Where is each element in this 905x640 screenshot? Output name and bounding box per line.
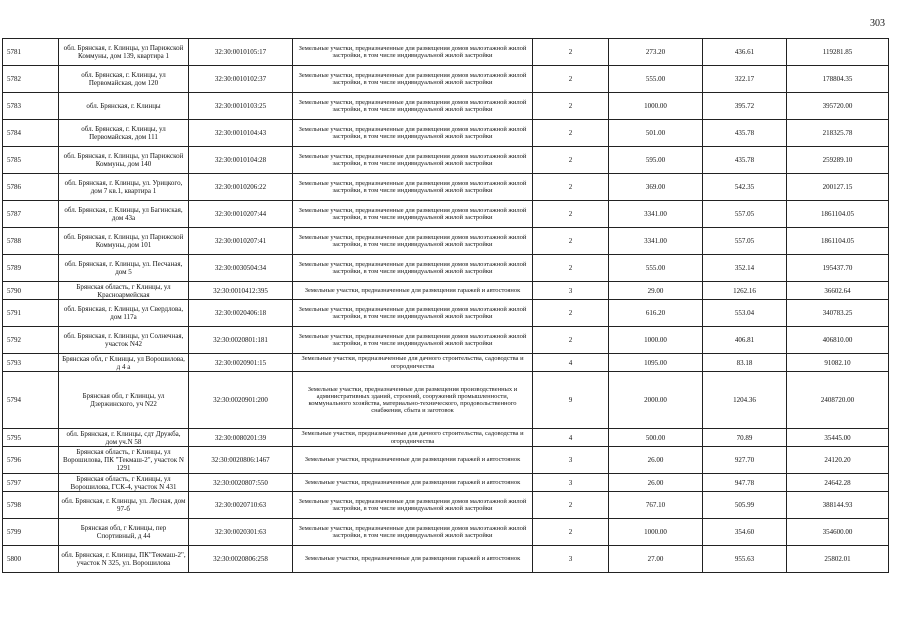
cadastral-value-cell: 91082.10 [787,354,889,372]
address-cell: Брянская обл, г Клинцы, пер Спортивный, д 44 [59,519,189,546]
table-row [3,447,889,474]
table-row [3,93,889,120]
land-use-cell: Земельные участки, предназначенные для размещения домов малоэтажной жилой застройки, в том числе индивидуальной жилой застройки [293,147,533,174]
row-number: 5788 [3,228,59,255]
land-use-cell: Земельные участки, предназначенные для размещения домов малоэтажной жилой застройки, в том числе индивидуальной жилой застройки [293,201,533,228]
table-row [3,327,889,354]
area-cell: 1000.00 [609,93,703,120]
table-row [3,228,889,255]
land-use-cell: Земельные участки, предназначенные для дачного строительства, садоводства и огородничества [293,429,533,447]
group-cell: 4 [533,429,609,447]
specific-value-cell: 542.35 [703,174,787,201]
address-cell: обл. Брянская, г. Клинцы, ул Первомайская, дом 120 [59,66,189,93]
cadastral-value-cell: 200127.15 [787,174,889,201]
address-cell: обл. Брянская, г. Клинцы, ул. Песчаная, дом 5 [59,255,189,282]
address-cell: Брянская область, г Клинцы, ул Красноармейская [59,282,189,300]
table-row [3,546,889,573]
specific-value-cell: 927.70 [703,447,787,474]
group-cell: 2 [533,93,609,120]
cadastral-number-cell: 32:30:0020301:63 [189,519,293,546]
row-number: 5782 [3,66,59,93]
land-use-cell: Земельные участки, предназначенные для размещения гаражей и автостоянок [293,447,533,474]
address-cell: Брянская обл, г Клинцы, ул Ворошилова, д 4 а [59,354,189,372]
cadastral-number-cell: 32:30:0020406:18 [189,300,293,327]
row-number: 5796 [3,447,59,474]
specific-value-cell: 83.18 [703,354,787,372]
cadastral-value-cell: 1861104.05 [787,228,889,255]
specific-value-cell: 395.72 [703,93,787,120]
cadastral-number-cell: 32:30:0020801:181 [189,327,293,354]
cadastral-value-cell: 340783.25 [787,300,889,327]
land-use-cell: Земельные участки, предназначенные для дачного строительства, садоводства и огородничества [293,354,533,372]
area-cell: 500.00 [609,429,703,447]
address-cell: обл. Брянская, г. Клинцы, ул. Урицкого, дом 7 кв.1, квартира 1 [59,174,189,201]
group-cell: 2 [533,174,609,201]
cadastral-number-cell: 32:30:0020710:63 [189,492,293,519]
land-use-cell: Земельные участки, предназначенные для размещения домов малоэтажной жилой застройки, в том числе индивидуальной жилой застройки [293,492,533,519]
cadastral-value-cell: 36602.64 [787,282,889,300]
row-number: 5800 [3,546,59,573]
group-cell: 2 [533,228,609,255]
land-use-cell: Земельные участки, предназначенные для размещения домов малоэтажной жилой застройки, в том числе индивидуальной жилой застройки [293,93,533,120]
cadastral-number-cell: 32:30:0010103:25 [189,93,293,120]
group-cell: 2 [533,201,609,228]
group-cell: 3 [533,546,609,573]
specific-value-cell: 947.78 [703,474,787,492]
group-cell: 2 [533,66,609,93]
row-number: 5787 [3,201,59,228]
group-cell: 2 [533,255,609,282]
table-row [3,201,889,228]
row-number: 5781 [3,39,59,66]
cadastral-value-cell: 1861104.05 [787,201,889,228]
cadastral-number-cell: 32:30:0010207:41 [189,228,293,255]
cadastral-value-cell: 406810.00 [787,327,889,354]
address-cell: обл. Брянская, г. Клинцы, ул Парижской Коммуны, дом 140 [59,147,189,174]
table-row [3,174,889,201]
cadastral-value-cell: 24642.28 [787,474,889,492]
cadastral-value-cell: 24120.20 [787,447,889,474]
specific-value-cell: 322.17 [703,66,787,93]
land-use-cell: Земельные участки, предназначенные для размещения гаражей и автостоянок [293,546,533,573]
area-cell: 27.00 [609,546,703,573]
specific-value-cell: 553.04 [703,300,787,327]
area-cell: 555.00 [609,66,703,93]
specific-value-cell: 955.63 [703,546,787,573]
group-cell: 3 [533,282,609,300]
address-cell: Брянская область, г Клинцы, ул Ворошилова, ГСК-4, участок N 431 [59,474,189,492]
group-cell: 2 [533,519,609,546]
area-cell: 1095.00 [609,354,703,372]
row-number: 5799 [3,519,59,546]
row-number: 5791 [3,300,59,327]
area-cell: 616.20 [609,300,703,327]
specific-value-cell: 354.60 [703,519,787,546]
address-cell: обл. Брянская, г. Клинцы, ул Солнечная, участок N42 [59,327,189,354]
address-cell: обл. Брянская, г. Клинцы [59,93,189,120]
land-use-cell: Земельные участки, предназначенные для размещения домов малоэтажной жилой застройки, в том числе индивидуальной жилой застройки [293,120,533,147]
table-row [3,429,889,447]
group-cell: 4 [533,354,609,372]
specific-value-cell: 1262.16 [703,282,787,300]
specific-value-cell: 352.14 [703,255,787,282]
row-number: 5785 [3,147,59,174]
cadastral-value-cell: 395720.00 [787,93,889,120]
row-number: 5786 [3,174,59,201]
group-cell: 2 [533,492,609,519]
table-row [3,120,889,147]
cadastral-number-cell: 32:30:0010206:22 [189,174,293,201]
row-number: 5792 [3,327,59,354]
area-cell: 273.20 [609,39,703,66]
cadastral-number-cell: 32:30:0010207:44 [189,201,293,228]
table-row [3,255,889,282]
area-cell: 595.00 [609,147,703,174]
address-cell: обл. Брянская, г. Клинцы, сдт Дружба, дом уч.N 58 [59,429,189,447]
table-row [3,39,889,66]
area-cell: 767.10 [609,492,703,519]
area-cell: 26.00 [609,474,703,492]
table-row [3,519,889,546]
specific-value-cell: 505.99 [703,492,787,519]
address-cell: обл. Брянская, г. Клинцы, ул Свердлова, дом 117а [59,300,189,327]
cadastral-number-cell: 32:30:0020806:258 [189,546,293,573]
row-number: 5784 [3,120,59,147]
cadastral-number-cell: 32:30:0020901:15 [189,354,293,372]
area-cell: 3341.00 [609,228,703,255]
cadastral-number-cell: 32:30:0010105:17 [189,39,293,66]
address-cell: обл. Брянская, г. Клинцы, ул Парижской Коммуны, дом 101 [59,228,189,255]
cadastral-value-cell: 218325.78 [787,120,889,147]
group-cell: 9 [533,372,609,429]
cadastral-number-cell: 32:30:0020807:550 [189,474,293,492]
row-number: 5790 [3,282,59,300]
page-number: 303 [870,18,885,29]
cadastral-number-cell: 32:30:0020806:1467 [189,447,293,474]
address-cell: Брянская область, г Клинцы, ул Ворошилова, ПК "Текмаш-2", участок N 1291 [59,447,189,474]
area-cell: 3341.00 [609,201,703,228]
land-use-cell: Земельные участки, предназначенные для размещения домов малоэтажной жилой застройки, в том числе индивидуальной жилой застройки [293,519,533,546]
cadastral-value-cell: 354600.00 [787,519,889,546]
table-row [3,492,889,519]
table-row [3,147,889,174]
area-cell: 2000.00 [609,372,703,429]
land-use-cell: Земельные участки, предназначенные для размещения домов малоэтажной жилой застройки, в том числе индивидуальной жилой застройки [293,66,533,93]
specific-value-cell: 406.81 [703,327,787,354]
cadastral-value-cell: 195437.70 [787,255,889,282]
cadastral-number-cell: 32:30:0010104:28 [189,147,293,174]
cadastral-number-cell: 32:30:0020901:200 [189,372,293,429]
cadastral-value-cell: 178804.35 [787,66,889,93]
area-cell: 555.00 [609,255,703,282]
address-cell: обл. Брянская, г. Клинцы, ПК"Текмаш-2", участок N 325, ул. Ворошилова [59,546,189,573]
group-cell: 2 [533,300,609,327]
address-cell: Брянская обл, г Клинцы, ул Дзержинского, уч N22 [59,372,189,429]
cadastral-value-cell: 25802.01 [787,546,889,573]
row-number: 5795 [3,429,59,447]
table-row [3,282,889,300]
table-row [3,474,889,492]
land-use-cell: Земельные участки, предназначенные для размещения домов малоэтажной жилой застройки, в том числе индивидуальной жилой застройки [293,300,533,327]
group-cell: 3 [533,447,609,474]
address-cell: обл. Брянская, г. Клинцы, ул Первомайская, дом 111 [59,120,189,147]
cadastral-value-cell: 259289.10 [787,147,889,174]
group-cell: 2 [533,120,609,147]
land-use-cell: Земельные участки, предназначенные для размещения домов малоэтажной жилой застройки, в том числе индивидуальной жилой застройки [293,327,533,354]
specific-value-cell: 557.05 [703,228,787,255]
row-number: 5794 [3,372,59,429]
land-use-cell: Земельные участки, предназначенные для размещения гаражей и автостоянок [293,474,533,492]
cadastral-value-cell: 119281.85 [787,39,889,66]
group-cell: 2 [533,327,609,354]
row-number: 5798 [3,492,59,519]
row-number: 5789 [3,255,59,282]
table-row [3,300,889,327]
cadastral-value-cell: 35445.00 [787,429,889,447]
specific-value-cell: 435.78 [703,147,787,174]
group-cell: 2 [533,39,609,66]
specific-value-cell: 557.05 [703,201,787,228]
land-use-cell: Земельные участки, предназначенные для размещения домов малоэтажной жилой застройки, в том числе индивидуальной жилой застройки [293,228,533,255]
area-cell: 1000.00 [609,327,703,354]
table-row [3,354,889,372]
row-number: 5783 [3,93,59,120]
land-use-cell: Земельные участки, предназначенные для размещения гаражей и автостоянок [293,282,533,300]
cadastral-value-cell: 2408720.00 [787,372,889,429]
cadastral-number-cell: 32:30:0010412:395 [189,282,293,300]
area-cell: 26.00 [609,447,703,474]
cadastral-number-cell: 32:30:0080201:39 [189,429,293,447]
specific-value-cell: 1204.36 [703,372,787,429]
row-number: 5793 [3,354,59,372]
address-cell: обл. Брянская, г. Клинцы, ул. Лесная, дом 97-б [59,492,189,519]
area-cell: 29.00 [609,282,703,300]
specific-value-cell: 436.61 [703,39,787,66]
group-cell: 2 [533,147,609,174]
area-cell: 369.00 [609,174,703,201]
cadastral-number-cell: 32:30:0010104:43 [189,120,293,147]
specific-value-cell: 435.78 [703,120,787,147]
cadastral-value-table [2,38,889,573]
area-cell: 1000.00 [609,519,703,546]
group-cell: 3 [533,474,609,492]
cadastral-number-cell: 32:30:0030504:34 [189,255,293,282]
specific-value-cell: 70.89 [703,429,787,447]
land-use-cell: Земельные участки, предназначенные для размещения домов малоэтажной жилой застройки, в том числе индивидуальной жилой застройки [293,255,533,282]
land-use-cell: Земельные участки, предназначенные для размещения домов малоэтажной жилой застройки, в том числе индивидуальной жилой застройки [293,39,533,66]
area-cell: 501.00 [609,120,703,147]
address-cell: обл. Брянская, г. Клинцы, ул Багинская, дом 43а [59,201,189,228]
table-row [3,66,889,93]
address-cell: обл. Брянская, г. Клинцы, ул Парижской Коммуны, дом 139, квартира 1 [59,39,189,66]
table-row [3,372,889,429]
cadastral-value-cell: 388144.93 [787,492,889,519]
land-use-cell: Земельные участки, предназначенные для размещения домов малоэтажной жилой застройки, в том числе индивидуальной жилой застройки [293,174,533,201]
land-use-cell: Земельные участки, предназначенные для размещения производственных и административных зданий, строений, сооружений промышленности, коммунального хозяйства, материально-технического, продовольственного снабжения, сбыта и заготовок [293,372,533,429]
row-number: 5797 [3,474,59,492]
cadastral-number-cell: 32:30:0010102:37 [189,66,293,93]
